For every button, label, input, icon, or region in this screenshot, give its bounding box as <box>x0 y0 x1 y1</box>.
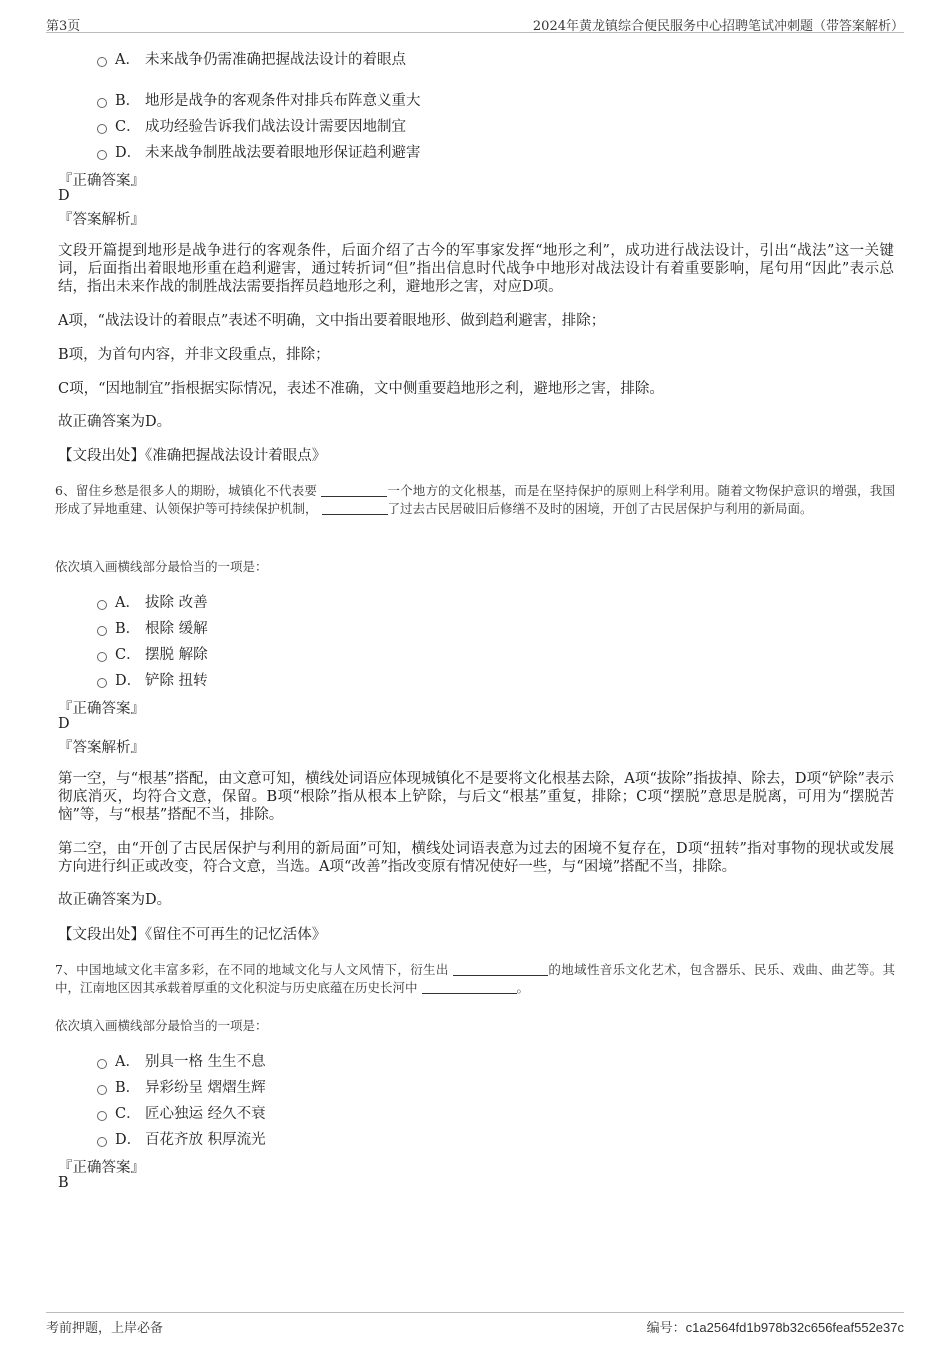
q6-option-a[interactable]: A． 拔除 改善 <box>97 591 208 613</box>
q7-instruction: 依次填入画横线部分最恰当的一项是： <box>55 1018 268 1033</box>
q6-answer-label: 『正确答案』 <box>58 701 145 717</box>
q6-instruction: 依次填入画横线部分最恰当的一项是： <box>55 559 268 574</box>
q5-answer: D <box>58 188 70 204</box>
page-footer <box>46 1312 904 1337</box>
radio-icon[interactable] <box>97 652 107 662</box>
q7-option-d[interactable]: D． 百花齐放 积厚流光 <box>97 1128 266 1150</box>
radio-icon[interactable] <box>97 1111 107 1121</box>
radio-icon[interactable] <box>97 1059 107 1069</box>
q5-analysis-para: 故正确答案为D。 <box>58 414 172 430</box>
q5-option-d[interactable]: D． 未来战争制胜战法要着眼地形保证趋利避害 <box>97 141 421 163</box>
fill-blank <box>321 484 387 497</box>
radio-icon[interactable] <box>97 1085 107 1095</box>
q6-option-b[interactable]: B． 根除 缓解 <box>97 617 208 639</box>
q5-source: 【文段出处】《准确把握战法设计着眼点》 <box>58 448 327 464</box>
radio-icon[interactable] <box>97 124 107 134</box>
q6-source: 【文段出处】《留住不可再生的记忆活体》 <box>58 927 327 943</box>
q5-answer-label: 『正确答案』 <box>58 173 145 189</box>
q5-analysis-para: 文段开篇提到地形是战争进行的客观条件，后面介绍了古今的军事家发挥“地形之利”，成功进行战法设计，引出“战法”这一关键词，后面指出着眼地形重在趋利避害，通过转折词“但”指出信息时代战争中地形对战法设计有着重要影响，尾句用“因此”表示总结，指出未来作战的制胜战法需要指挥员趋地形之利，避地形之害，对应D项。 <box>58 243 894 295</box>
radio-icon[interactable] <box>97 600 107 610</box>
q5-analysis-para: A项，“战法设计的着眼点”表述不明确，文中指出要着眼地形、做到趋利避害，排除； <box>58 313 606 329</box>
radio-icon[interactable] <box>97 150 107 160</box>
q6-analysis-para: 第二空，由“开创了古民居保护与利用的新局面”可知，横线处词语表意为过去的困境不复存在，D项“扭转”指对事物的现状或发展方向进行纠正或改变，符合文意，当选。A项“改善”指改变原有情况使好一些，与“困境”搭配不当，排除。 <box>58 841 894 875</box>
page-header <box>46 12 904 33</box>
q7-stem: 7、中国地域文化丰富多彩，在不同的地域文化与人文风情下，衍生出 的地域性音乐文化艺术，包含器乐、民乐、戏曲、曲艺等。其中，江南地区因其承载着厚重的文化积淀与历史底蕴在历史长河中 。 <box>55 962 895 995</box>
q7-option-c[interactable]: C． 匠心独运 经久不衰 <box>97 1102 266 1124</box>
q5-option-c[interactable]: C． 成功经验告诉我们战法设计需要因地制宜 <box>97 115 406 137</box>
radio-icon[interactable] <box>97 626 107 636</box>
q5-analysis-label: 『答案解析』 <box>58 212 145 228</box>
q5-option-b[interactable]: B． 地形是战争的客观条件对排兵布阵意义重大 <box>97 89 421 111</box>
q6-analysis-para: 第一空，与“根基”搭配，由文意可知，横线处词语应体现城镇化不是要将文化根基去除，A项“拔除”指拔掉、除去，D项“铲除”表示彻底消灭，均符合文意，保留。B项“根除”指从根本上铲除，与后文“根基”重复，排除；C项“摆脱”意思是脱离，可用为“摆脱苦恼”等，与“根基”搭配不当，排除。 <box>58 771 894 823</box>
q5-analysis-para: B项，为首句内容，并非文段重点，排除； <box>58 347 330 363</box>
radio-icon[interactable] <box>97 678 107 688</box>
q6-answer: D <box>58 716 70 732</box>
q5-analysis-para: C项，“因地制宜”指根据实际情况，表述不准确，文中侧重要趋地形之利，避地形之害，排除。 <box>58 381 664 397</box>
fill-blank <box>322 502 388 515</box>
q7-option-a[interactable]: A． 别具一格 生生不息 <box>97 1050 266 1072</box>
q7-answer: B <box>58 1175 69 1191</box>
footer-slogan: 考前押题，上岸必备 <box>46 1321 164 1336</box>
radio-icon[interactable] <box>97 98 107 108</box>
document-code: 编号：c1a2564fd1b978b32c656feaf552e37c <box>646 1320 904 1336</box>
document-title: 2024年黄龙镇综合便民服务中心招聘笔试冲刺题（带答案解析） <box>532 19 904 34</box>
q5-option-a[interactable]: A． 未来战争仍需准确把握战法设计的着眼点 <box>97 48 406 70</box>
page-number: 第3页 <box>46 19 81 34</box>
q6-option-c[interactable]: C． 摆脱 解除 <box>97 643 208 665</box>
q6-stem: 6、留住乡愁是很多人的期盼，城镇化不代表要 一个地方的文化根基，而是在坚持保护的原则上科学利用。随着文物保护意识的增强，我国形成了异地重建、认领保护等可持续保护机制， 了过去古民居破旧后修缮不及时的困境，开创了古民居保护与利用的新局面。 <box>55 483 895 516</box>
fill-blank <box>422 981 517 994</box>
radio-icon[interactable] <box>97 1137 107 1147</box>
radio-icon[interactable] <box>97 57 107 67</box>
fill-blank <box>453 963 548 976</box>
q6-option-d[interactable]: D． 铲除 扭转 <box>97 669 208 691</box>
q7-option-b[interactable]: B． 异彩纷呈 熠熠生辉 <box>97 1076 266 1098</box>
q6-analysis-label: 『答案解析』 <box>58 740 145 756</box>
q6-analysis-para: 故正确答案为D。 <box>58 892 172 908</box>
q7-answer-label: 『正确答案』 <box>58 1160 145 1176</box>
